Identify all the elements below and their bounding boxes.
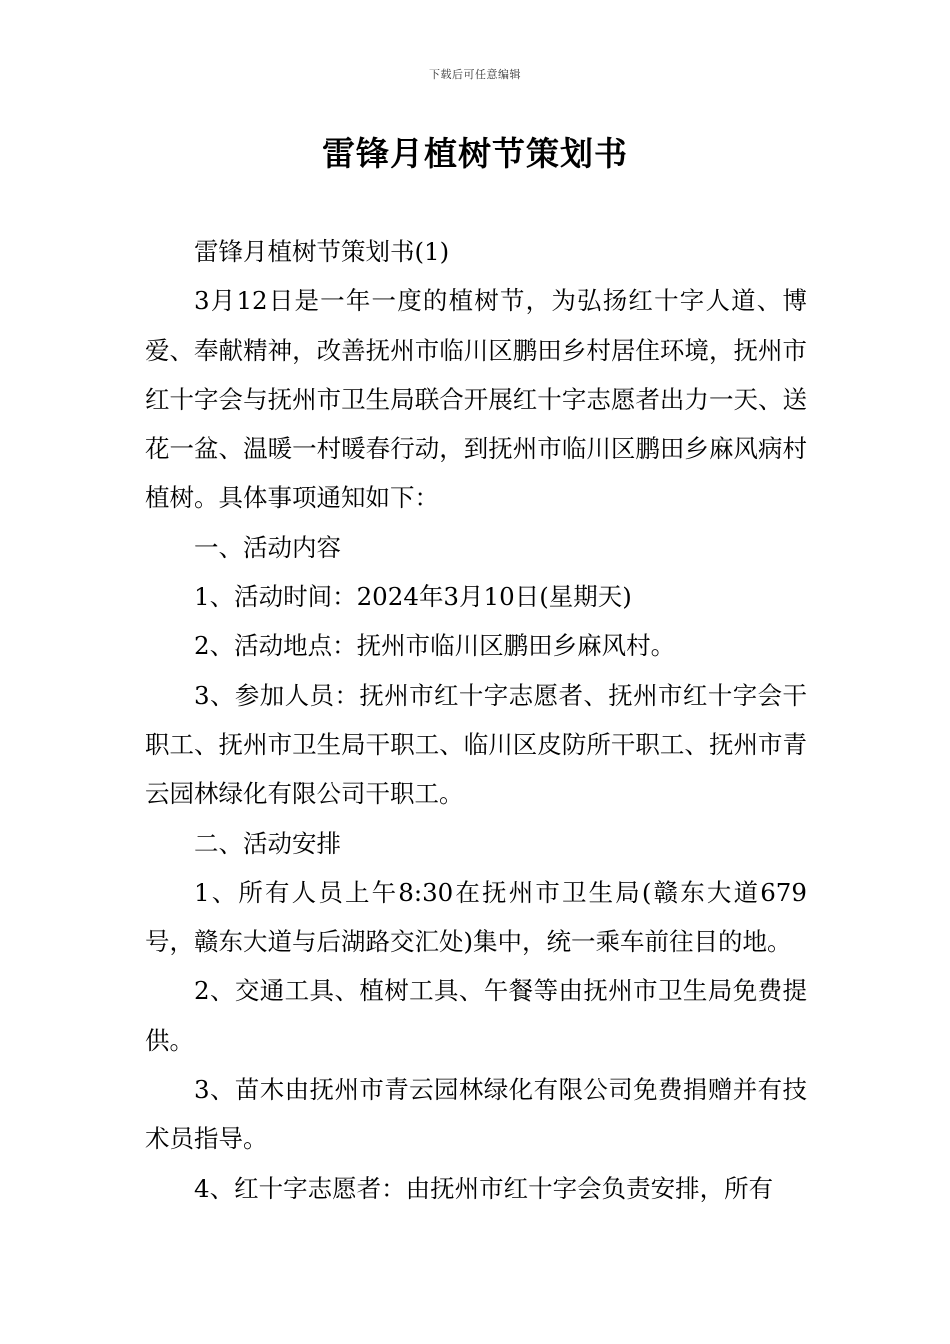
paragraph-subtitle: 雷锋月植树节策划书(1) <box>194 237 450 266</box>
paragraph-location: 2、活动地点：抚州市临川区鹏田乡麻风村。 <box>194 631 676 661</box>
paragraph-seedlings: 3、苗木由抚州市青云园林绿化有限公司免费捐赠并有技术员指导。 <box>145 1075 807 1154</box>
paragraph-intro: 3月12日是一年一度的植树节，为弘扬红十字人道、博爱、奉献精神，改善抚州市临川区鹏田乡村居住环境，抚州市红十字会与抚州市卫生局联合开展红十字志愿者出力一天、送花一盆、温暖一村暖春行动，到抚州市临川区鹏田乡麻风病村植树。具体事项通知如下： <box>145 286 807 513</box>
section-heading-content: 一、活动内容 <box>194 532 341 562</box>
paragraph-participants: 3、参加人员：抚州市红十字志愿者、抚州市红十字会干职工、抚州市卫生局干职工、临川区皮防所干职工、抚州市青云园林绿化有限公司干职工。 <box>145 680 807 809</box>
header-note: 下载后可任意编辑 <box>429 68 521 81</box>
paragraph-volunteers: 4、红十字志愿者：由抚州市红十字会负责安排，所有 <box>194 1173 774 1203</box>
document-title: 雷锋月植树节策划书 <box>322 134 628 173</box>
paragraph-time: 1、活动时间：2024年3月10日(星期天) <box>194 582 632 612</box>
paragraph-assembly: 1、所有人员上午8:30在抚州市卫生局(赣东大道679号，赣东大道与后湖路交汇处)集中，统一乘车前往目的地。 <box>145 877 807 957</box>
paragraph-transport: 2、交通工具、植树工具、午餐等由抚州市卫生局免费提供。 <box>145 976 807 1055</box>
document-body <box>145 227 807 1213</box>
section-heading-arrangement: 二、活动安排 <box>194 828 341 858</box>
